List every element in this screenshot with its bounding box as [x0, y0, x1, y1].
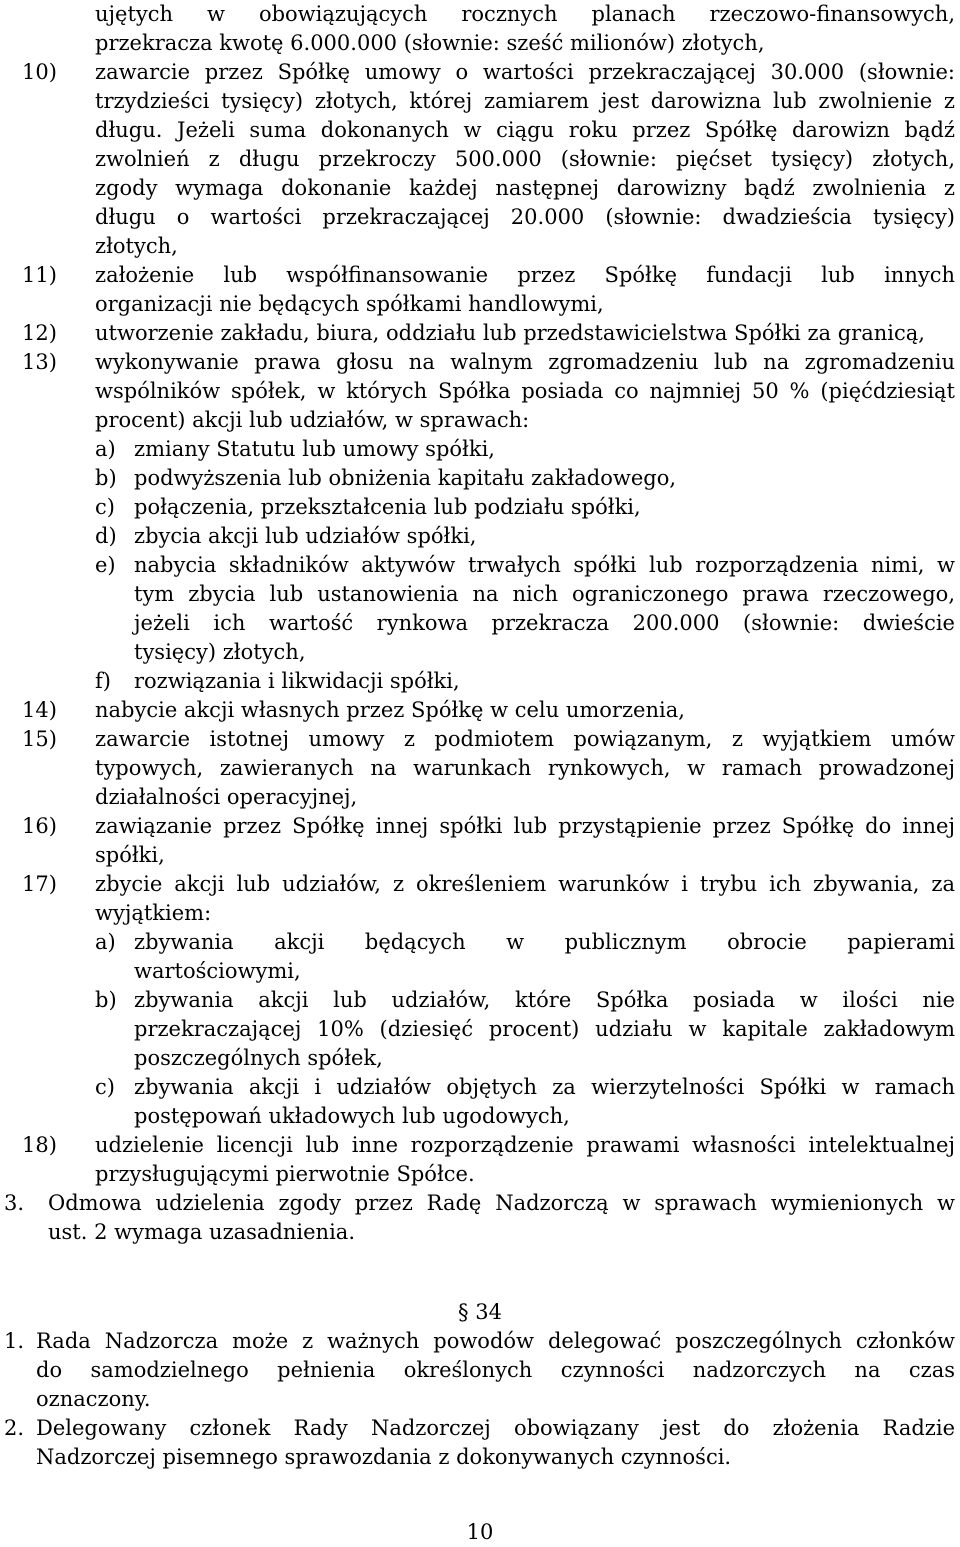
section-title: § 34 — [458, 1300, 502, 1324]
sub13-e-line-1: nabycia składników aktywów trwałych spółki lub rozporządzenia nimi, w — [134, 553, 955, 577]
item-number-16: 16) — [22, 814, 57, 838]
item-17-line-1: zbycie akcji lub udziałów, z określeniem warunków i trybu ich zbywania, za — [95, 872, 955, 896]
item-10-line-2: trzydzieści tysięcy) złotych, której zamiarem jest darowizna lub zwolnienie z — [95, 89, 955, 113]
item-10-line-4: zwolnień z długu przekroczy 500.000 (słownie: pięćset tysięcy) złotych, — [95, 147, 955, 171]
sub13-letter-c: c) — [95, 495, 115, 519]
item-10-line-6: długu o wartości przekraczającej 20.000 (słownie: dwadzieścia tysięcy) — [95, 205, 955, 229]
item-number-12: 12) — [22, 321, 57, 345]
sub13-d-line-1: zbycia akcji lub udziałów spółki, — [134, 524, 477, 548]
sub13-letter-b: b) — [95, 466, 117, 490]
sub17-c-line-2: postępowań układowych lub ugodowych, — [134, 1104, 570, 1128]
sub13-e-line-4: tysięcy) złotych, — [134, 640, 306, 664]
s34-point-1-line-2: do samodzielnego pełnienia określonych czynności nadzorczych na czas — [36, 1358, 955, 1382]
sub17-b-line-3: poszczególnych spółek, — [134, 1046, 383, 1070]
page-number: 10 — [466, 1520, 494, 1544]
s34-point-number-1: 1. — [4, 1329, 25, 1353]
item-number-15: 15) — [22, 727, 57, 751]
item-11-line-1: założenie lub współfinansowanie przez Spółkę fundacji lub innych — [95, 263, 955, 287]
sub13-a-line-1: zmiany Statutu lub umowy spółki, — [134, 437, 495, 461]
s34-point-2-line-1: Delegowany członek Rady Nadzorczej obowiązany jest do złożenia Radzie — [36, 1416, 955, 1440]
item-number-14: 14) — [22, 698, 57, 722]
sub17-letter-b: b) — [95, 988, 117, 1012]
item-18-line-2: przysługującymi pierwotnie Spółce. — [95, 1162, 475, 1186]
sub13-f-line-1: rozwiązania i likwidacji spółki, — [134, 669, 460, 693]
sub13-letter-f: f) — [95, 669, 111, 693]
item-number-10: 10) — [22, 60, 57, 84]
item-15-line-2: typowych, zawieranych na warunkach rynkowych, w ramach prowadzonej — [95, 756, 955, 780]
s34-point-number-2: 2. — [4, 1416, 25, 1440]
item-10-line-1: zawarcie przez Spółkę umowy o wartości przekraczającej 30.000 (słownie: — [95, 60, 955, 84]
point-number-3: 3. — [4, 1191, 25, 1215]
item-number-13: 13) — [22, 350, 57, 374]
item-13-line-2: wspólników spółek, w których Spółka posiada co najmniej 50 % (pięćdziesiąt — [95, 379, 955, 403]
point-3-line-2: ust. 2 wymaga uzasadnienia. — [48, 1220, 355, 1244]
item-number-17: 17) — [22, 872, 57, 896]
sub17-a-line-2: wartościowymi, — [134, 959, 301, 983]
sub13-letter-d: d) — [95, 524, 117, 548]
item-17-line-2: wyjątkiem: — [95, 901, 212, 925]
s34-point-1-line-1: Rada Nadzorcza może z ważnych powodów delegować poszczególnych członków — [36, 1329, 955, 1353]
item-number-11: 11) — [22, 263, 57, 287]
intro-line-1: ujętych w obowiązujących rocznych planach rzeczowo-finansowych, — [95, 2, 955, 26]
item-16-line-1: zawiązanie przez Spółkę innej spółki lub przystąpienie przez Spółkę do innej — [95, 814, 955, 838]
item-10-line-7: złotych, — [95, 234, 178, 258]
item-10-line-5: zgody wymaga dokonanie każdej następnej darowizny bądź zwolnienia z — [95, 176, 955, 200]
item-15-line-3: działalności operacyjnej, — [95, 785, 358, 809]
item-16-line-2: spółki, — [95, 843, 165, 867]
sub13-c-line-1: połączenia, przekształcenia lub podziału spółki, — [134, 495, 641, 519]
s34-point-2-line-2: Nadzorczej pisemnego sprawozdania z dokonywanych czynności. — [36, 1445, 732, 1469]
item-11-line-2: organizacji nie będących spółkami handlowymi, — [95, 292, 604, 316]
item-13-line-3: procent) akcji lub udziałów, w sprawach: — [95, 408, 530, 432]
item-14-line-1: nabycie akcji własnych przez Spółkę w celu umorzenia, — [95, 698, 685, 722]
item-15-line-1: zawarcie istotnej umowy z podmiotem powiązanym, z wyjątkiem umów — [95, 727, 955, 751]
sub13-b-line-1: podwyższenia lub obniżenia kapitału zakładowego, — [134, 466, 677, 490]
sub13-letter-e: e) — [95, 553, 116, 577]
sub17-letter-c: c) — [95, 1075, 115, 1099]
item-13-line-1: wykonywanie prawa głosu na walnym zgromadzeniu lub na zgromadzeniu — [95, 350, 955, 374]
item-10-line-3: długu. Jeżeli suma dokonanych w ciągu roku przez Spółkę darowizn bądź — [95, 118, 955, 142]
item-number-18: 18) — [22, 1133, 57, 1157]
point-3-line-1: Odmowa udzielenia zgody przez Radę Nadzorczą w sprawach wymienionych w — [48, 1191, 955, 1215]
sub13-letter-a: a) — [95, 437, 116, 461]
sub17-letter-a: a) — [95, 930, 116, 954]
item-12-line-1: utworzenie zakładu, biura, oddziału lub przedstawicielstwa Spółki za granicą, — [95, 321, 925, 345]
intro-line-2: przekracza kwotę 6.000.000 (słownie: sześć milionów) złotych, — [95, 31, 765, 55]
sub17-a-line-1: zbywania akcji będących w publicznym obrocie papierami — [134, 930, 955, 954]
item-18-line-1: udzielenie licencji lub inne rozporządzenie prawami własności intelektualnej — [95, 1133, 955, 1157]
sub17-b-line-2: przekraczającej 10% (dziesięć procent) udziału w kapitale zakładowym — [134, 1017, 955, 1041]
sub13-e-line-2: tym zbycia lub ustanowienia na nich ograniczonego prawa rzeczowego, — [134, 582, 955, 606]
sub13-e-line-3: jeżeli ich wartość rynkowa przekracza 200.000 (słownie: dwieście — [134, 611, 955, 635]
sub17-c-line-1: zbywania akcji i udziałów objętych za wierzytelności Spółki w ramach — [134, 1075, 955, 1099]
s34-point-1-line-3: oznaczony. — [36, 1387, 151, 1411]
sub17-b-line-1: zbywania akcji lub udziałów, które Spółka posiada w ilości nie — [134, 988, 955, 1012]
